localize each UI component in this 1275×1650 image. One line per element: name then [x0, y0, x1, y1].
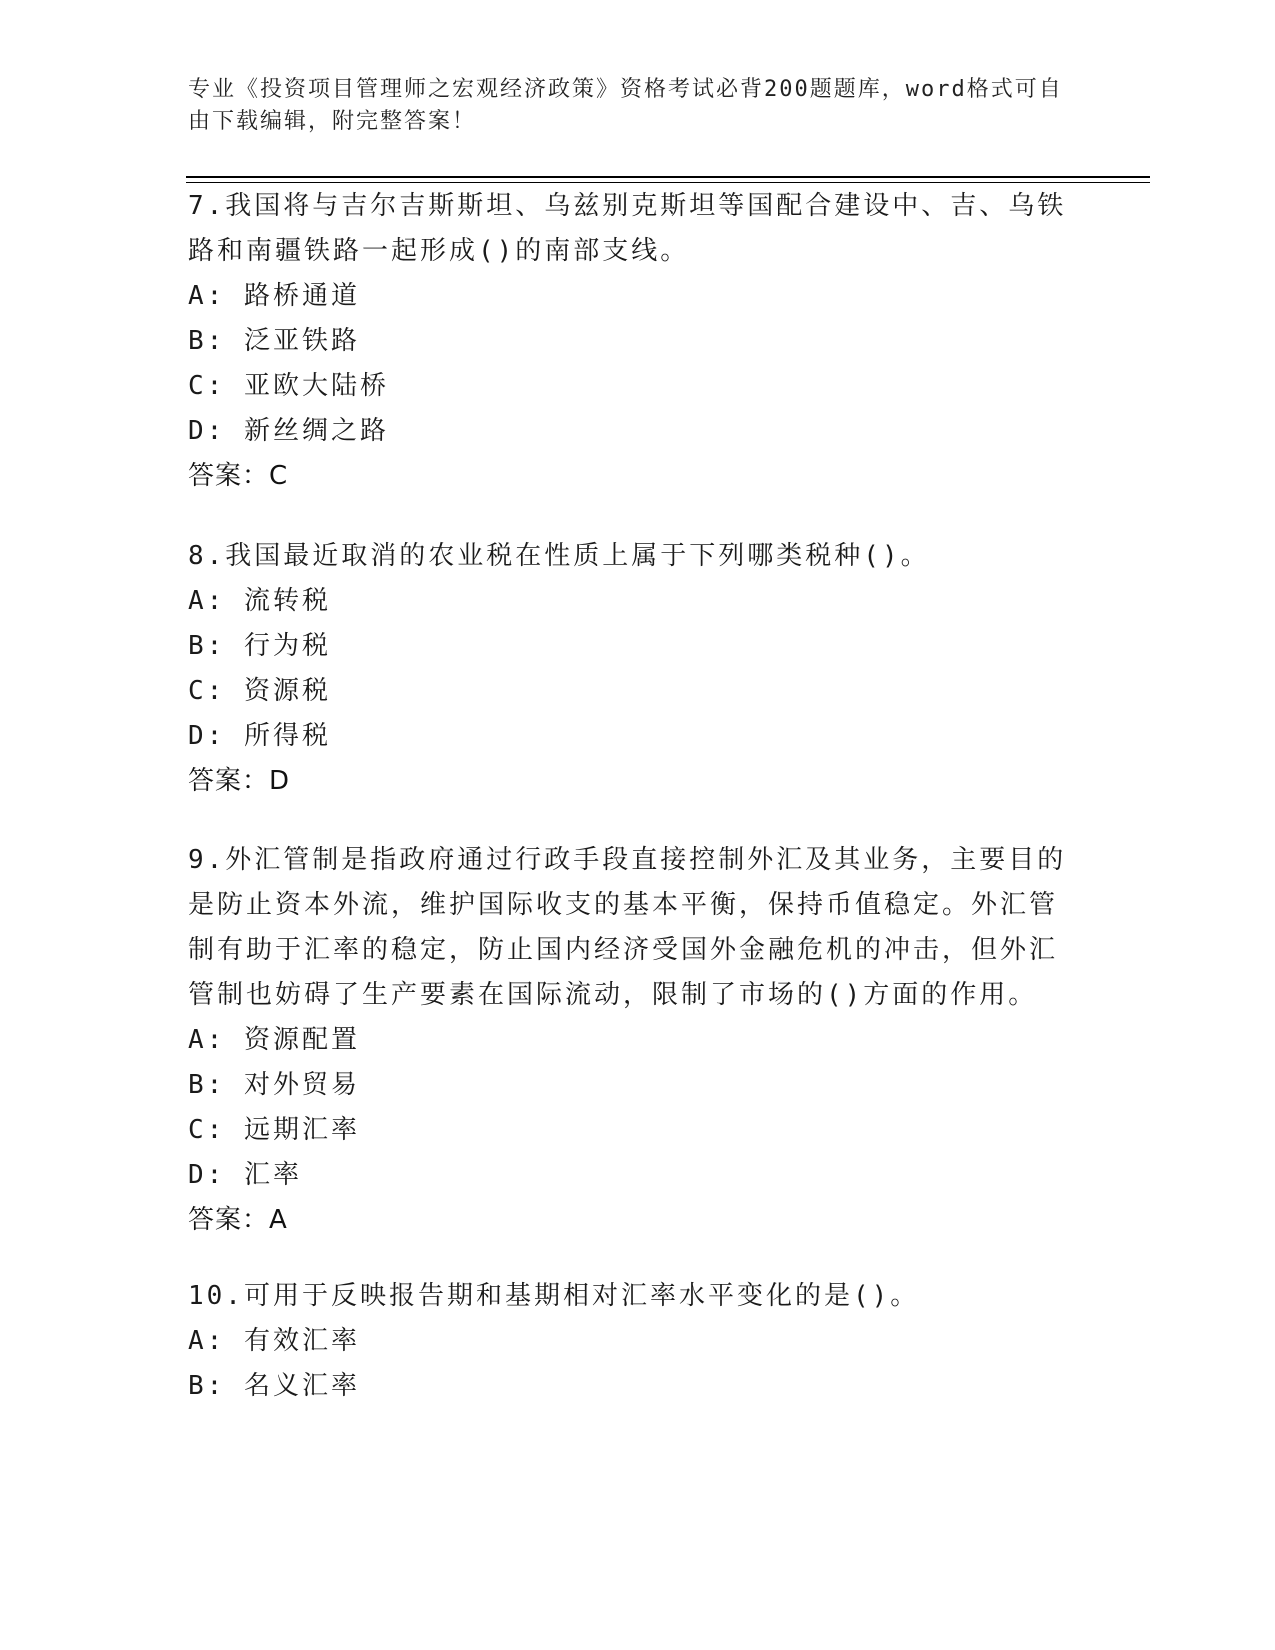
option-a: A: 资源配置 [188, 1025, 360, 1055]
option-a: A: 路桥通道 [188, 281, 360, 311]
question-9 [188, 838, 1068, 1243]
question-7 [188, 184, 1068, 499]
option-d: D: 汇率 [188, 1160, 302, 1190]
option-b: B: 名义汇率 [188, 1371, 360, 1401]
option-b: B: 对外贸易 [188, 1070, 360, 1100]
option-c: C: 资源税 [188, 676, 331, 706]
option-d: D: 新丝绸之路 [188, 416, 389, 446]
option-c: C: 亚欧大陆桥 [188, 371, 389, 401]
option-b: B: 泛亚铁路 [188, 326, 360, 356]
question-8 [188, 534, 1068, 804]
header-divider-thick [186, 176, 1150, 178]
answer: 答案：A [188, 1205, 288, 1235]
option-a: A: 流转税 [188, 586, 331, 616]
answer: 答案：D [188, 766, 291, 796]
question-stem: 7.我国将与吉尔吉斯斯坦、乌兹别克斯坦等国配合建设中、吉、乌铁路和南疆铁路一起形成()的南部支线。 [188, 191, 1067, 266]
question-stem: 8.我国最近取消的农业税在性质上属于下列哪类税种()。 [188, 541, 930, 571]
header-divider-thin [186, 182, 1150, 183]
option-b: B: 行为税 [188, 631, 331, 661]
question-10 [188, 1274, 1068, 1409]
option-c: C: 远期汇率 [188, 1115, 360, 1145]
question-stem: 10.可用于反映报告期和基期相对汇率水平变化的是()。 [188, 1281, 920, 1311]
answer: 答案：C [188, 461, 289, 491]
document-header: 专业《投资项目管理师之宏观经济政策》资格考试必背200题题库，word格式可自由下载编辑，附完整答案！ [188, 77, 1063, 134]
question-stem: 9.外汇管制是指政府通过行政手段直接控制外汇及其业务，主要目的是防止资本外流，维护国际收支的基本平衡，保持币值稳定。外汇管制有助于汇率的稳定，防止国内经济受国外金融危机的冲击，但外汇管制也妨碍了生产要素在国际流动，限制了市场的()方面的作用。 [188, 845, 1067, 1010]
option-d: D: 所得税 [188, 721, 331, 751]
option-a: A: 有效汇率 [188, 1326, 360, 1356]
